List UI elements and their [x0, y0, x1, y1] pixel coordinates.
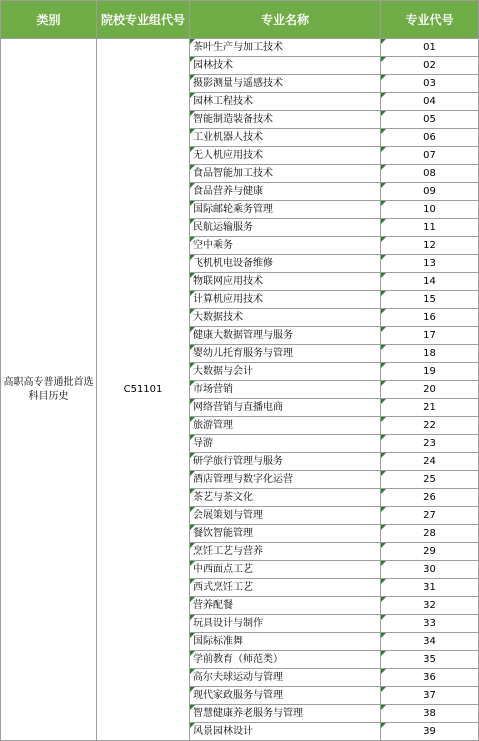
major-name-cell: 智慧健康养老服务与管理 [190, 705, 381, 723]
major-name-cell: 餐饮智能管理 [190, 525, 381, 543]
major-name-cell: 茶叶生产与加工技术 [190, 39, 381, 57]
major-name-cell: 工业机器人技术 [190, 129, 381, 147]
major-code-cell: 09 [381, 183, 479, 201]
major-name-cell: 西式烹饪工艺 [190, 579, 381, 597]
major-code-cell: 36 [381, 669, 479, 687]
header-major-code: 专业代号 [381, 1, 479, 39]
major-code-cell: 11 [381, 219, 479, 237]
major-code-cell: 24 [381, 453, 479, 471]
major-code-cell: 27 [381, 507, 479, 525]
major-name-cell: 食品营养与健康 [190, 183, 381, 201]
major-name-cell: 国际标准舞 [190, 633, 381, 651]
major-name-cell: 大数据与会计 [190, 363, 381, 381]
major-code-cell: 08 [381, 165, 479, 183]
major-name-cell: 会展策划与管理 [190, 507, 381, 525]
major-code-cell: 26 [381, 489, 479, 507]
major-name-cell: 无人机应用技术 [190, 147, 381, 165]
major-code-cell: 39 [381, 723, 479, 741]
major-name-cell: 摄影测量与遥感技术 [190, 75, 381, 93]
major-code-cell: 20 [381, 381, 479, 399]
major-code-cell: 12 [381, 237, 479, 255]
major-code-cell: 07 [381, 147, 479, 165]
major-code-cell: 31 [381, 579, 479, 597]
major-name-cell: 导游 [190, 435, 381, 453]
header-major-name: 专业名称 [190, 1, 381, 39]
major-name-cell: 旅游管理 [190, 417, 381, 435]
major-code-cell: 04 [381, 93, 479, 111]
major-name-cell: 中西面点工艺 [190, 561, 381, 579]
header-group-code: 院校专业组代号 [97, 1, 190, 39]
major-code-cell: 30 [381, 561, 479, 579]
major-code-cell: 02 [381, 57, 479, 75]
major-name-cell: 营养配餐 [190, 597, 381, 615]
major-name-cell: 烹饪工艺与营养 [190, 543, 381, 561]
major-code-cell: 16 [381, 309, 479, 327]
major-code-cell: 01 [381, 39, 479, 57]
major-code-cell: 15 [381, 291, 479, 309]
major-code-cell: 23 [381, 435, 479, 453]
major-code-cell: 33 [381, 615, 479, 633]
major-name-cell: 学前教育（师范类） [190, 651, 381, 669]
major-code-cell: 28 [381, 525, 479, 543]
major-name-cell: 健康大数据管理与服务 [190, 327, 381, 345]
major-code-cell: 06 [381, 129, 479, 147]
major-name-cell: 飞机机电设备维修 [190, 255, 381, 273]
major-name-cell: 食品智能加工技术 [190, 165, 381, 183]
major-name-cell: 国际邮轮乘务管理 [190, 201, 381, 219]
major-name-cell: 市场营销 [190, 381, 381, 399]
major-name-cell: 玩具设计与制作 [190, 615, 381, 633]
major-code-cell: 21 [381, 399, 479, 417]
major-name-cell: 婴幼儿托育服务与管理 [190, 345, 381, 363]
major-name-cell: 研学旅行管理与服务 [190, 453, 381, 471]
major-code-cell: 13 [381, 255, 479, 273]
major-name-cell: 网络营销与直播电商 [190, 399, 381, 417]
table-body [1, 39, 479, 741]
major-code-cell: 17 [381, 327, 479, 345]
major-code-cell: 29 [381, 543, 479, 561]
major-name-cell: 园林技术 [190, 57, 381, 75]
major-code-cell: 19 [381, 363, 479, 381]
major-code-cell: 22 [381, 417, 479, 435]
major-name-cell: 现代家政服务与管理 [190, 687, 381, 705]
major-name-cell: 酒店管理与数字化运营 [190, 471, 381, 489]
major-code-cell: 05 [381, 111, 479, 129]
major-name-cell: 园林工程技术 [190, 93, 381, 111]
major-code-cell: 38 [381, 705, 479, 723]
table-row [1, 39, 479, 57]
major-name-cell: 大数据技术 [190, 309, 381, 327]
major-name-cell: 计算机应用技术 [190, 291, 381, 309]
header-category: 类别 [1, 1, 97, 39]
category-cell: 高职高专普通批首选科目历史 [1, 39, 97, 741]
major-code-cell: 34 [381, 633, 479, 651]
major-code-cell: 10 [381, 201, 479, 219]
group-code-cell: C51101 [97, 39, 190, 741]
major-name-cell: 风景园林设计 [190, 723, 381, 741]
major-code-cell: 37 [381, 687, 479, 705]
major-code-cell: 25 [381, 471, 479, 489]
major-name-cell: 茶艺与茶文化 [190, 489, 381, 507]
major-code-cell: 35 [381, 651, 479, 669]
header-row [1, 1, 479, 39]
major-code-cell: 32 [381, 597, 479, 615]
major-name-cell: 物联网应用技术 [190, 273, 381, 291]
major-code-cell: 14 [381, 273, 479, 291]
major-code-cell: 03 [381, 75, 479, 93]
major-name-cell: 空中乘务 [190, 237, 381, 255]
major-name-cell: 民航运输服务 [190, 219, 381, 237]
major-name-cell: 智能制造装备技术 [190, 111, 381, 129]
major-name-cell: 高尔夫球运动与管理 [190, 669, 381, 687]
major-code-cell: 18 [381, 345, 479, 363]
